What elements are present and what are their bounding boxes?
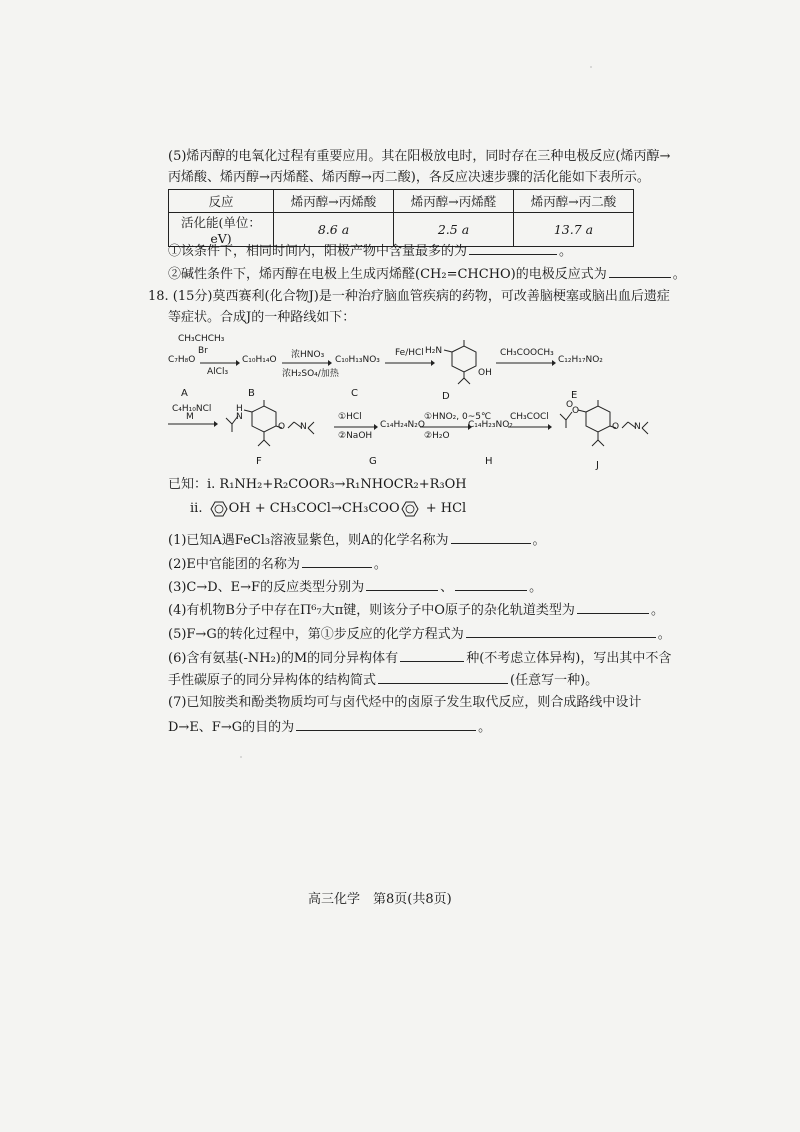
compound-d-oh: OH [478, 368, 492, 378]
compound-j-carbonyl-o: O [566, 400, 574, 410]
compound-j-n: N [634, 422, 641, 432]
benzene-ring-icon [400, 501, 422, 517]
q18-part7-line2 [168, 717, 491, 737]
reagent-m: M [186, 412, 194, 422]
period: 。 [672, 267, 686, 282]
reagent-naoh: ②NaOH [338, 431, 373, 441]
reagent-conc-h2so4: 浓H₂SO₄/加热 [282, 369, 339, 379]
q18-part5 [168, 624, 671, 644]
answer-blank[interactable] [296, 717, 476, 731]
table-header-cell: 烯丙醇→丙二酸 [514, 190, 634, 213]
answer-blank[interactable] [302, 554, 372, 568]
answer-blank[interactable] [400, 648, 464, 662]
known-ii-reaction: OH + CH₃COCl→CH₃COO [228, 501, 400, 516]
compound-d-structure [440, 338, 480, 388]
compound-f-n: N [300, 422, 307, 432]
compound-b-formula: C₁₀H₁₄O [242, 355, 277, 365]
compound-j-ester-o: O [572, 406, 580, 416]
compound-f-o: O [278, 422, 286, 432]
table-cell: 活化能(单位：eV) [169, 213, 274, 247]
reagent-alcl3: AlCl₃ [207, 367, 229, 377]
period: 。 [657, 627, 671, 642]
q18-stem-line1: 18. (15分)莫西赛利(化合物J)是一种治疗脑血管疾病的药物，可改善脑梗塞或脑出血后遗症 [148, 289, 670, 304]
label-b: B [248, 388, 255, 399]
period: 。 [478, 720, 492, 735]
known-ii [190, 500, 466, 518]
period: 。 [650, 603, 664, 618]
label-a: A [181, 388, 188, 399]
compound-f-nh: N [236, 412, 243, 422]
separator: 、 [440, 580, 454, 595]
q18-part6-text2: 手性碳原子的同分异构体的结构简式 [168, 673, 377, 688]
answer-blank[interactable] [577, 600, 649, 614]
q18-part2-text: (2)E中官能团的名称为 [168, 557, 300, 572]
reagent-acetyl-chloride: CH₃COCl [510, 412, 549, 422]
period: 。 [559, 244, 573, 259]
q5-intro-line2: 丙烯酸、烯丙醇→丙烯醛、烯丙醇→丙二酸)，各反应决速步骤的活化能如下表所示。 [168, 170, 650, 185]
label-e: E [571, 390, 578, 401]
compound-f-h: H [236, 404, 243, 414]
answer-blank[interactable] [451, 530, 531, 544]
answer-blank[interactable] [455, 577, 527, 591]
reaction-arrow [508, 424, 552, 430]
reagent-hno2: ①HNO₂, 0~5℃ [424, 412, 492, 422]
q18-part3 [168, 577, 542, 597]
table-cell: 8.6 a [274, 213, 394, 247]
known-i: 已知：i. R₁NH₂+R₂COOR₃→R₁NHOCR₂+R₃OH [168, 477, 467, 492]
table-header-cell: 反应 [169, 190, 274, 213]
q18-stem-line2: 等症状。合成J的一种路线如下： [168, 310, 356, 325]
reagent-isopropyl-bromide: CH₃CHCH₃ [178, 334, 225, 344]
answer-blank[interactable] [609, 264, 671, 278]
table-header-cell: 烯丙醇→丙烯酸 [274, 190, 394, 213]
activation-energy-table [168, 189, 634, 247]
reagent-hcl: ①HCl [338, 412, 362, 422]
q18-part1-text: (1)已知A遇FeCl₃溶液显紫色，则A的化学名称为 [168, 533, 449, 548]
reagent-h2o: ②H₂O [424, 431, 450, 441]
q18-part7-text: D→E、F→G的目的为 [168, 720, 295, 735]
reaction-arrow [420, 424, 472, 430]
period: 。 [532, 533, 546, 548]
period: 。 [529, 580, 543, 595]
q18-part6-text: (6)含有氨基(-NH₂)的M的同分异构体有 [168, 651, 399, 666]
q18-part7-line1: (7)已知胺类和酚类物质均可与卤代烃中的卤原子发生取代反应，则合成路线中设计 [168, 695, 642, 710]
compound-m-formula: C₄H₁₀NCl [172, 404, 212, 414]
reagent-methyl-acetate: CH₃COOCH₃ [500, 348, 554, 358]
compound-g-formula: C₁₄H₂₄N₂O [380, 420, 425, 430]
q18-part6-text2-cont: (任意写一种)。 [510, 673, 599, 688]
compound-e-formula: C₁₂H₁₇NO₂ [558, 355, 603, 365]
reagent-conc-hno3: 浓HNO₃ [291, 350, 325, 360]
answer-blank[interactable] [366, 577, 438, 591]
label-d: D [442, 391, 450, 402]
q18-part6-line1 [168, 648, 671, 668]
reagent-fe-hcl: Fe/HCl [395, 348, 424, 358]
reaction-arrow [496, 360, 556, 366]
compound-d-nh2: H₂N [425, 346, 443, 356]
scan-speck [240, 756, 242, 758]
answer-blank[interactable] [469, 241, 557, 255]
scan-speck [590, 66, 592, 68]
known-ii-hcl: + HCl [425, 501, 467, 516]
q18-part6-line2 [168, 670, 598, 690]
answer-blank[interactable] [466, 624, 656, 638]
q18-part4 [168, 600, 664, 620]
table-cell: 2.5 a [394, 213, 514, 247]
q5-sub1-text: ①该条件下，相同时间内，阳极产物中含量最多的为 [168, 244, 468, 259]
q18-part2 [168, 554, 387, 574]
known-ii-label: ii. [190, 501, 203, 516]
q18-part5-text: (5)F→G的转化过程中，第①步反应的化学方程式为 [168, 627, 464, 642]
label-h: H [485, 456, 493, 467]
reaction-arrow [200, 360, 240, 366]
benzene-ring-icon [207, 501, 229, 517]
q18-part4-text: (4)有机物B分子中存在Π⁶₇大π键，则该分子中O原子的杂化轨道类型为 [168, 603, 575, 618]
period: 。 [373, 557, 387, 572]
q5-intro-line1: (5)烯丙醇的电氧化过程有重要应用。其在阳极放电时，同时存在三种电极反应(烯丙醇→ [168, 149, 671, 164]
reaction-arrow [385, 360, 435, 366]
q18-part3-text: (3)C→D、E→F的反应类型分别为 [168, 580, 365, 595]
q5-sub2 [168, 264, 686, 284]
q18-part1 [168, 530, 546, 550]
reagent-br: Br [198, 346, 208, 356]
compound-j-ether-o: O [612, 422, 620, 432]
label-g: G [369, 456, 377, 467]
compound-a-formula: C₇H₈O [168, 355, 196, 365]
table-header-cell: 烯丙醇→丙烯醛 [394, 190, 514, 213]
q5-sub1 [168, 241, 572, 261]
answer-blank[interactable] [378, 670, 508, 684]
label-j: J [596, 460, 599, 471]
q18-part6-text-cont: 种(不考虑立体异构)，写出其中不含 [466, 651, 672, 666]
compound-c-formula: C₁₀H₁₃NO₃ [335, 355, 380, 365]
label-f: F [256, 456, 262, 467]
table-row [169, 190, 634, 213]
reaction-arrow [334, 424, 378, 430]
table-cell: 13.7 a [514, 213, 634, 247]
compound-h-formula: C₁₄H₂₃NO₂ [468, 420, 513, 430]
page-footer: 高三化学 第8页(共8页) [308, 892, 452, 907]
label-c: C [351, 388, 358, 399]
q5-sub2-text: ②碱性条件下，烯丙醇在电极上生成丙烯醛(CH₂=CHCHO)的电极反应式为 [168, 267, 607, 282]
